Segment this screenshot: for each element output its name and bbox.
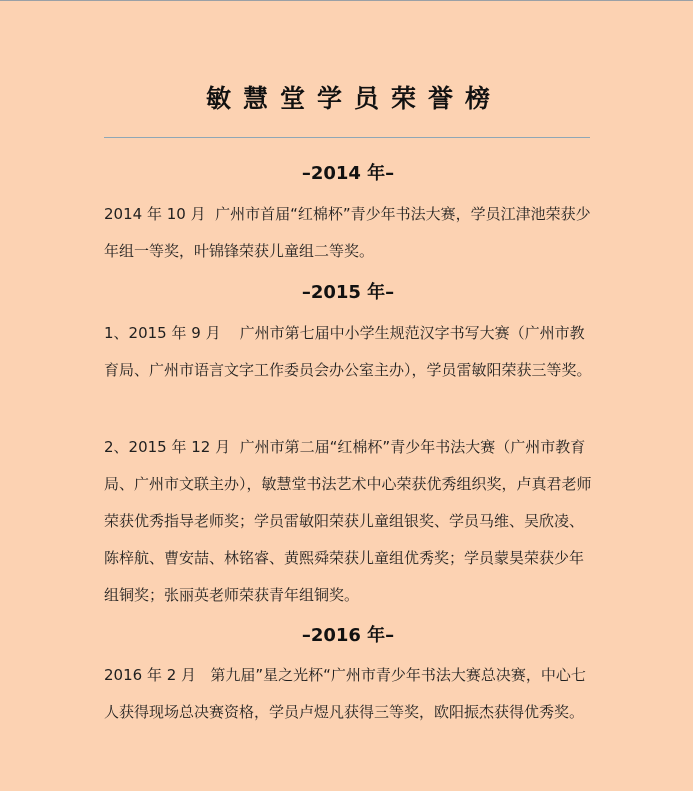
honor-paragraph: 2016 年 2 月 第九届”星之光杯“广州市青少年书法大赛总决赛，中心七人获得现场总决赛资格，学员卢煜凡获得三等奖，欧阳振杰获得优秀奖。 — [104, 666, 586, 721]
title-divider — [104, 137, 590, 138]
page-title: 敏慧堂学员荣誉榜 — [205, 84, 502, 113]
year-heading-2016: –2016 年– — [301, 625, 395, 646]
year-heading-2014: –2014 年– — [301, 163, 395, 184]
honor-paragraph: 2014 年 10 月 广州市首届“红棉杯”青少年书法大赛，学员江津池荣获少年组一等奖，叶锦锋荣获儿童组二等奖。 — [104, 205, 591, 260]
honor-paragraph: 2、2015 年 12 月 广州市第二届“红棉杯”青少年书法大赛（广州市教育局、广州市文联主办），敏慧堂书法艺术中心荣获优秀组织奖，卢真君老师荣获优秀指导老师奖；学员雷敏阳荣获儿童组银奖、学员马维、吴欣凌、陈梓航、曹安喆、林铭睿、黄熙舜荣获儿童组优秀奖；学员蒙昊荣获少年组铜奖；张丽英老师荣获青年组铜奖。 — [104, 438, 592, 604]
honor-paragraph: 1、2015 年 9 月 广州市第七届中小学生规范汉字书写大赛（广州市教育局、广州市语言文字工作委员会办公室主办），学员雷敏阳荣获三等奖。 — [104, 324, 592, 379]
year-heading-2015: –2015 年– — [301, 282, 395, 303]
